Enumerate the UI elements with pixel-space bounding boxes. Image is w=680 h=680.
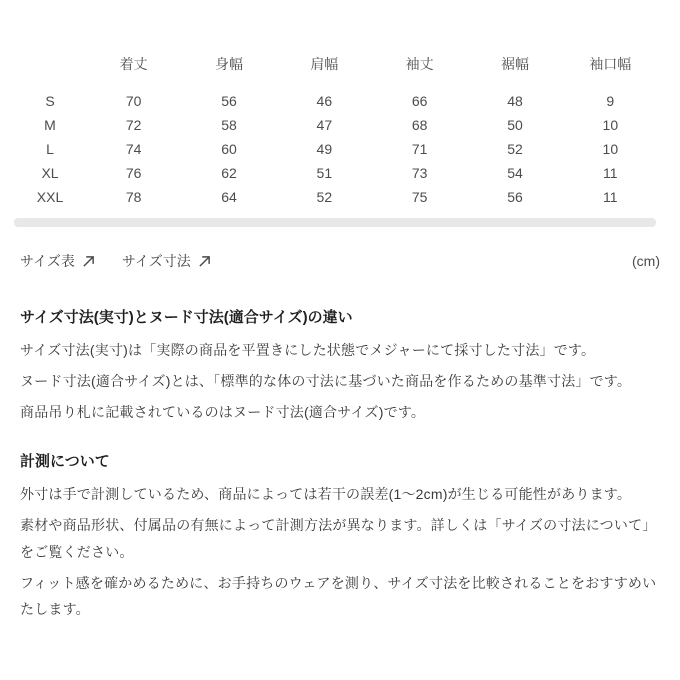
size-chart-link-label: サイズ表 [20,253,75,269]
measurement-cell: 51 [316,165,333,181]
measurement-cell: 56 [221,93,237,109]
measurement-cell: 71 [411,141,428,157]
measurement-cell: 46 [316,93,333,109]
measurement-cell: 68 [411,117,428,133]
measurement-cell: 50 [507,117,523,133]
section-paragraph: 素材や商品形状、付属品の有無によって計測方法が異なります。詳しくは「サイズの寸法について」をご覧ください。 [20,517,657,560]
column-header: 裾幅 [500,56,529,72]
column-header: 身幅 [214,56,243,72]
measurement-cell: 47 [316,117,333,133]
unit-label: (cm) [632,253,660,269]
measurement-cell: 78 [125,189,142,205]
table-row [14,137,658,161]
measurement-cell: 60 [221,141,237,157]
table-row [14,113,658,137]
size-measurements-link[interactable] [122,251,211,271]
size-chart-link[interactable] [20,251,95,271]
size-label-cell: XXL [36,189,64,205]
measurement-cell: 64 [221,189,237,205]
size-label-cell: M [44,117,56,133]
column-header: 着丈 [119,56,148,72]
section-heading: 計測について [20,453,110,471]
size-chart-table [14,52,658,209]
links-row [20,251,660,271]
measurement-cell: 76 [125,165,142,181]
size-label-cell: XL [41,165,59,181]
measurement-cell: 74 [125,141,142,157]
measurement-cell: 73 [411,165,428,181]
column-header: 肩幅 [310,56,339,72]
measurement-cell: 52 [316,189,333,205]
size-column-header [14,52,86,89]
table-row [14,161,658,185]
measurement-cell: 49 [316,141,333,157]
section-measurement-info [20,451,660,622]
measurement-cell: 11 [603,165,618,181]
measurement-cell: 48 [507,93,523,109]
table-row [14,89,658,113]
size-measurements-link-label: サイズ寸法 [121,253,191,269]
section-paragraph: 外寸は手で計測しているため、商品によっては若干の誤差(1〜2cm)が生じる可能性があります。 [20,485,632,502]
measurement-cell: 56 [507,189,523,205]
measurement-cell: 10 [602,117,619,133]
external-link-icon [82,255,95,268]
table-row [14,185,658,209]
section-paragraph: フィット感を確かめるために、お手持ちのウェアを測り、サイズ寸法を比較されることをおすすめいたします。 [20,574,657,618]
measurement-cell: 75 [411,189,428,205]
external-link-icon [198,255,211,268]
column-header: 袖丈 [405,56,434,72]
measurement-cell: 54 [507,165,523,181]
measurement-cell: 10 [602,141,619,157]
size-label-cell: L [46,141,54,157]
section-heading: サイズ寸法(実寸)とヌード寸法(適合サイズ)の違い [20,309,353,326]
measurement-cell: 58 [221,117,237,133]
table-header-row [14,52,658,89]
section-paragraph: 商品吊り札に記載されているのはヌード寸法(適合サイズ)です。 [20,404,426,421]
size-label-cell: S [45,93,55,109]
section-paragraph: サイズ寸法(実寸)は「実際の商品を平置きにした状態でメジャーにて採寸した寸法」です。 [20,341,596,358]
measurement-cell: 11 [603,189,618,205]
section-paragraph: ヌード寸法(適合サイズ)とは、「標準的な体の寸法に基づいた商品を作るための基準寸法」です。 [20,372,632,389]
horizontal-scrollbar-track[interactable] [14,218,656,227]
column-header: 袖口幅 [589,56,632,72]
measurement-cell: 62 [221,165,237,181]
measurement-cell: 70 [125,93,142,109]
measurement-cell: 72 [125,117,142,133]
measurement-cell: 9 [606,93,615,109]
measurement-cell: 52 [507,141,523,157]
measurement-cell: 66 [411,93,428,109]
section-size-definition [20,307,660,425]
